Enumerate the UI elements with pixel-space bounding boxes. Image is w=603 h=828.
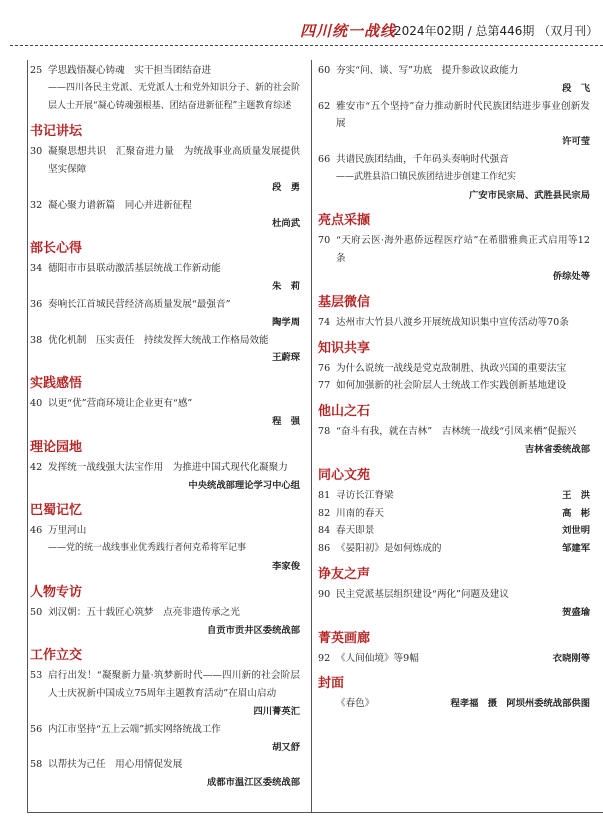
entry-title: 优化机制 压实责任 持续发挥大统战工作格局效能 xyxy=(48,334,269,346)
toc-entry[interactable] xyxy=(30,459,300,495)
entry-author: 吉林省委统战部 xyxy=(524,443,590,455)
page-number: 30 xyxy=(30,146,43,158)
entry-title: “天府云医·海外惠侨远程医疗站”在希腊雅典正式启用等12条 xyxy=(336,235,590,265)
toc-entry[interactable] xyxy=(30,522,300,575)
entry-author: 陶学周 xyxy=(272,316,300,328)
section-heading: 实践感悟 xyxy=(30,376,83,392)
entry-author: 胡又舒 xyxy=(272,741,300,753)
entry-author: 许可莹 xyxy=(562,136,590,148)
entry-title: 雅安市“五个坚持”奋力推动新时代民族团结进步事业创新发展 xyxy=(336,100,590,130)
page-number: 25 xyxy=(30,65,43,76)
page-number: 36 xyxy=(30,298,43,310)
entry-title: 德阳市市县联动激活基层统战工作新动能 xyxy=(48,263,221,275)
entry-title: 春天即景 xyxy=(336,525,375,537)
toc-entry[interactable] xyxy=(30,197,300,233)
toc-entry[interactable] xyxy=(318,151,590,204)
entry-title: 刘汉朝：五十载匠心筑梦 点亮非遗传承之光 xyxy=(48,606,240,618)
entry-author: 邹建军 xyxy=(562,543,590,555)
entry-title: 奏响长江首城民营经济高质量发展“最强音” xyxy=(48,298,231,310)
page-number: 40 xyxy=(30,398,43,410)
toc-right-column xyxy=(318,62,590,713)
toc-section xyxy=(30,375,300,431)
toc-section xyxy=(30,584,300,640)
entry-author: 王 洪 xyxy=(562,489,590,501)
page-number: 70 xyxy=(318,235,331,247)
page-number: 77 xyxy=(318,380,331,392)
page-number: 53 xyxy=(30,670,43,682)
entry-title: 以更“优”营商环境让企业更有“感” xyxy=(48,398,193,410)
entry-author: 高 彬 xyxy=(562,507,590,519)
column-divider xyxy=(311,60,312,812)
left-frame-line xyxy=(27,60,28,812)
toc-entry[interactable] xyxy=(318,522,590,540)
entry-author: 朱 莉 xyxy=(272,281,300,293)
toc-section xyxy=(318,403,590,459)
page-number: 32 xyxy=(30,199,43,211)
entry-title: 凝聚思想共识 汇聚奋进力量 为统战事业高质量发展提供坚实保障 xyxy=(48,146,300,176)
entry-title: 如何加强新的社会阶层人士统战工作实践创新基地建设 xyxy=(336,380,567,392)
section-heading: 封面 xyxy=(318,676,345,692)
toc-entry[interactable] xyxy=(318,98,590,151)
section-heading: 他山之石 xyxy=(318,404,371,420)
journal-name: 四川统一战线 xyxy=(300,22,397,40)
entry-title: 发挥统一战线强大法宝作用 为推进中国式现代化凝聚力 xyxy=(48,461,288,473)
page-number: 82 xyxy=(318,507,331,519)
entry-subtitle: ——武胜县沿口镇民族团结进步创建工作纪实 xyxy=(336,171,517,182)
bottom-frame-line xyxy=(27,812,603,813)
page-number: 81 xyxy=(318,489,331,501)
toc-entry[interactable] xyxy=(30,667,300,720)
toc-section xyxy=(30,502,300,575)
toc-entry[interactable] xyxy=(30,721,300,757)
entry-author: 四川菁英汇 xyxy=(253,705,300,717)
entry-author: 段 飞 xyxy=(562,82,590,94)
entry-subtitle: ——四川各民主党派、无党派人士和党外知识分子、新的社会阶层人士开展“凝心铸魂强根基、团结奋进新征程”主题教育综述 xyxy=(48,82,301,111)
entry-author: 衣晓刚等 xyxy=(552,652,590,664)
entry-title: 万里河山 xyxy=(48,525,87,537)
entry-title: “奋斗有我，就在吉林” 吉林统一战线“引凤来栖”促振兴 xyxy=(336,426,577,438)
toc-entry[interactable] xyxy=(30,604,300,640)
toc-entry[interactable] xyxy=(318,650,590,668)
toc-section xyxy=(30,240,300,367)
toc-entry[interactable] xyxy=(30,143,300,196)
entry-title: 寻访长江脊梁 xyxy=(336,489,394,501)
toc-entry[interactable] xyxy=(318,232,590,285)
page-number: 46 xyxy=(30,525,43,537)
entry-author: 侨综处等 xyxy=(552,270,590,282)
toc-entry[interactable] xyxy=(318,62,590,98)
section-heading: 同心文苑 xyxy=(318,467,371,483)
page-number: 84 xyxy=(318,525,331,537)
entry-author: 中央统战部理论学习中心组 xyxy=(188,479,300,491)
page-number: 50 xyxy=(30,606,43,618)
toc-entry[interactable] xyxy=(318,505,590,523)
header-divider xyxy=(10,45,603,46)
entry-title: 共谱民族团结曲，千年码头奏响时代强音 xyxy=(336,153,509,165)
entry-author: 刘世明 xyxy=(562,525,590,537)
entry-author: 贺盛瑜 xyxy=(562,606,590,618)
page-number: 56 xyxy=(30,723,43,735)
page-number: 42 xyxy=(30,461,43,473)
toc-entry[interactable] xyxy=(318,487,590,505)
entry-author: 王蔚琛 xyxy=(272,352,300,364)
toc-section xyxy=(30,647,300,792)
toc-section xyxy=(318,294,590,332)
toc-section xyxy=(30,439,300,495)
section-heading: 亮点采撷 xyxy=(318,213,371,229)
entry-title: 《晏阳初》是如何炼成的 xyxy=(336,543,442,555)
entry-author: 自贡市贡井区委统战部 xyxy=(207,624,300,636)
page-number: 66 xyxy=(318,153,331,165)
toc-entry[interactable] xyxy=(30,395,300,431)
toc-section xyxy=(318,212,590,285)
entry-author: 杜尚武 xyxy=(272,217,300,229)
toc-entry[interactable] xyxy=(30,296,300,332)
toc-section xyxy=(318,566,590,622)
section-heading: 人物专访 xyxy=(30,584,83,600)
entry-title: 民主党派基层组织建设“两化”问题及建议 xyxy=(336,588,509,600)
page-number: 78 xyxy=(318,426,331,438)
toc-section xyxy=(30,62,300,115)
toc-section xyxy=(318,675,590,713)
page-number: 62 xyxy=(318,100,331,112)
toc-entry[interactable] xyxy=(30,756,300,792)
entry-subtitle: ——党的统一战线事业优秀践行者何克希将军记事 xyxy=(48,543,247,554)
entry-title: 凝心聚力谱新篇 同心并进新征程 xyxy=(48,199,192,211)
section-heading: 工作立交 xyxy=(30,648,83,664)
section-heading: 诤友之声 xyxy=(318,566,371,582)
page-number: 60 xyxy=(318,65,331,76)
toc-entry[interactable] xyxy=(318,360,590,378)
page-number: 86 xyxy=(318,543,331,555)
toc-entry[interactable] xyxy=(318,423,590,459)
entry-author: 广安市民宗局、武胜县民宗局 xyxy=(469,189,590,201)
entry-author: 程 强 xyxy=(272,415,300,427)
toc-entry[interactable] xyxy=(318,314,590,332)
page-number: 74 xyxy=(318,316,331,328)
page-number: 90 xyxy=(318,588,331,600)
toc-entry[interactable] xyxy=(30,332,300,368)
entry-title: 《春色》 xyxy=(336,698,375,710)
toc-section xyxy=(318,340,590,396)
page-number: 34 xyxy=(30,263,43,275)
entry-title: 川南的春天 xyxy=(336,507,384,519)
section-heading: 部长心得 xyxy=(30,241,83,257)
toc-section xyxy=(318,62,590,204)
entry-title: 启行出发！“凝聚新力量·筑梦新时代——四川新的社会阶层人士庆祝新中国成立75周年主题教育活动”在眉山启动 xyxy=(48,670,300,700)
entry-author: 成都市温江区委统战部 xyxy=(207,777,300,789)
page-number: 58 xyxy=(30,759,43,771)
page-number: 38 xyxy=(30,334,43,346)
toc-entry[interactable] xyxy=(318,377,590,395)
page-number: 76 xyxy=(318,362,331,374)
toc-entry[interactable] xyxy=(318,586,590,622)
toc-section xyxy=(30,123,300,232)
entry-author: 程孝福 摄 阿坝州委统战部供图 xyxy=(450,698,590,710)
entry-title: 达州市大竹县八渡乡开展统战知识集中宣传活动等70条 xyxy=(336,316,569,328)
page-number: 92 xyxy=(318,652,331,664)
entry-author: 段 勇 xyxy=(272,181,300,193)
toc-left-column xyxy=(30,62,300,792)
toc-entry[interactable] xyxy=(318,695,590,713)
section-heading: 书记讲坛 xyxy=(30,124,83,140)
section-heading: 理论园地 xyxy=(30,439,83,455)
toc-section xyxy=(318,467,590,558)
entry-title: 以帮扶为己任 用心用情促发展 xyxy=(48,759,183,771)
entry-title: 夯实“问、谈、写”功底 提升参政议政能力 xyxy=(336,65,519,76)
section-heading: 基层微信 xyxy=(318,294,371,310)
issue-info: 2024年02期 / 总第446期 （双月刊） xyxy=(394,24,599,38)
section-heading: 知识共享 xyxy=(318,340,371,356)
toc-entry[interactable] xyxy=(30,260,300,296)
page-header xyxy=(0,0,603,48)
section-heading: 巴蜀记忆 xyxy=(30,503,83,519)
toc-entry[interactable] xyxy=(318,540,590,558)
entry-title: 内江市坚持“五上云端”抓实网络统战工作 xyxy=(48,723,221,735)
toc-entry[interactable] xyxy=(30,62,300,115)
entry-title: 为什么说统一战线是党克敌制胜、执政兴国的重要法宝 xyxy=(336,362,567,374)
entry-title: 《人间仙境》等9幅 xyxy=(336,652,419,664)
toc-section xyxy=(318,630,590,668)
entry-title: 学思践悟凝心铸魂 实干担当团结奋进 xyxy=(48,65,212,76)
entry-author: 李家俊 xyxy=(272,560,300,572)
section-heading: 菁英画廊 xyxy=(318,630,371,646)
